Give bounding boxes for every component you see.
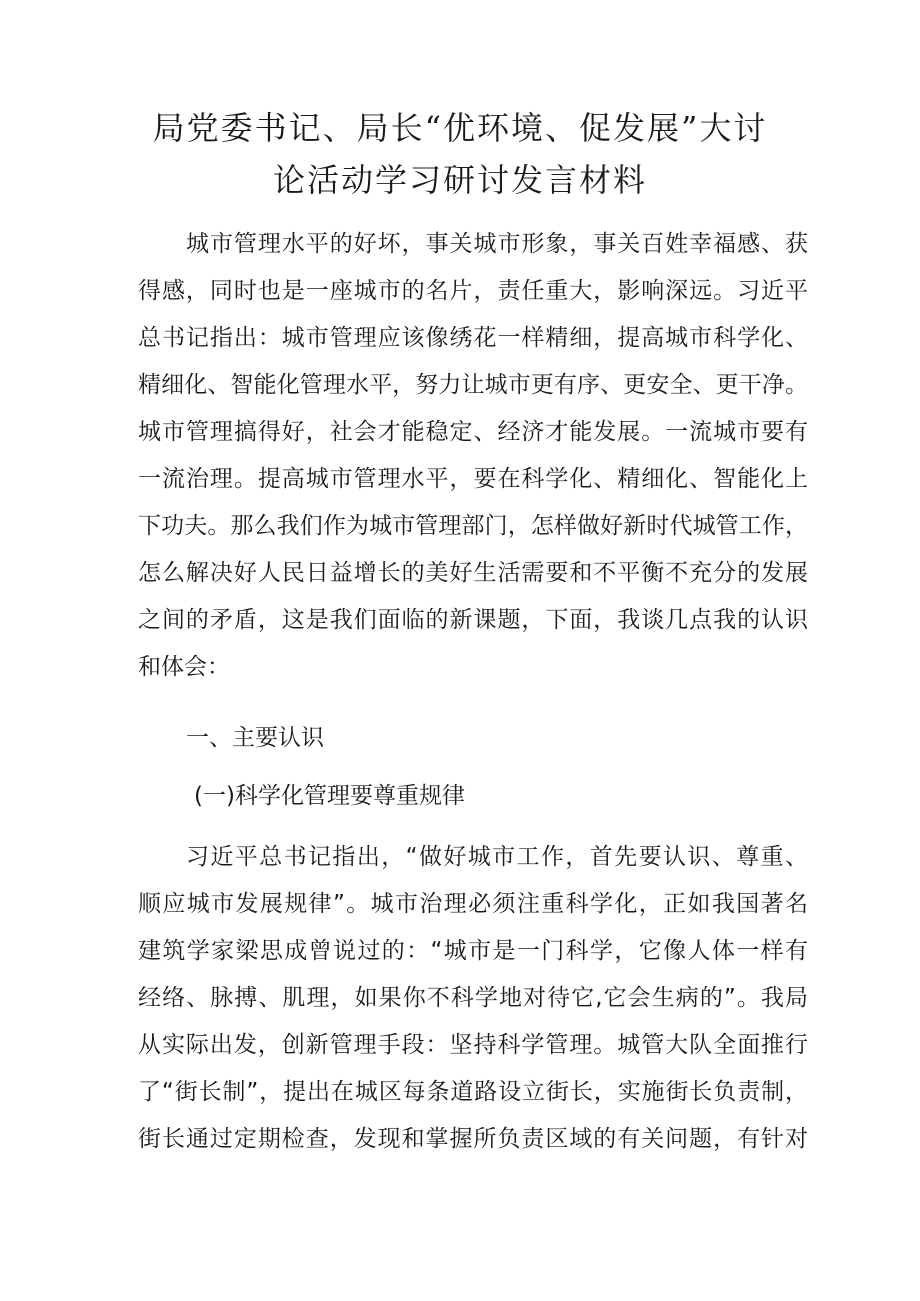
section-heading: 一、主要认识: [186, 725, 324, 751]
document-title-line-1: 局党委书记、局长“优环境、促发展”大讨: [152, 109, 768, 147]
paragraph-line: 经络、脉搏、肌理，如果你不科学地对待它,它会生病的”。我局: [138, 985, 808, 1011]
paragraph-line: 精细化、智能化管理水平，努力让城市更有序、更安全、更干净。: [138, 372, 808, 398]
paragraph-line: 总书记指出：城市管理应该像绣花一样精细，提高城市科学化、: [138, 325, 808, 351]
paragraph-line: 和体会：: [138, 654, 230, 680]
paragraph-line: 城市管理搞得好，社会才能稳定、经济才能发展。一流城市要有: [138, 419, 808, 445]
paragraph-line: 得感，同时也是一座城市的名片，责任重大，影响深远。习近平: [138, 278, 808, 304]
paragraph-line: 习近平总书记指出，“做好城市工作，首先要认识、尊重、: [186, 844, 808, 870]
paragraph-line: 一流治理。提高城市管理水平，要在科学化、精细化、智能化上: [138, 466, 808, 492]
paragraph-line: 建筑学家梁思成曾说过的：“城市是一门科学，它像人体一样有: [138, 938, 808, 964]
paragraph-line: 街长通过定期检查，发现和掌握所负责区域的有关问题，有针对: [138, 1126, 808, 1152]
paragraph-line: 了“街长制”，提出在城区每条道路设立街长，实施街长负责制，: [138, 1079, 808, 1105]
paragraph-line: 怎么解决好人民日益增长的美好生活需要和不平衡不充分的发展: [138, 560, 808, 586]
paragraph-line: 之间的矛盾，这是我们面临的新课题，下面，我谈几点我的认识: [138, 607, 808, 633]
paragraph-line: 城市管理水平的好坏，事关城市形象，事关百姓幸福感、获: [186, 231, 808, 257]
paragraph-line: 下功夫。那么我们作为城市管理部门，怎样做好新时代城管工作，: [138, 513, 808, 539]
paragraph-line: 从实际出发，创新管理手段：坚持科学管理。城管大队全面推行: [138, 1032, 808, 1058]
paragraph-line: 顺应城市发展规律”。城市治理必须注重科学化，正如我国著名: [138, 891, 808, 917]
subsection-heading: (一)科学化管理要尊重规律: [194, 783, 465, 809]
document-title-line-2: 论活动学习研讨发言材料: [272, 161, 647, 199]
